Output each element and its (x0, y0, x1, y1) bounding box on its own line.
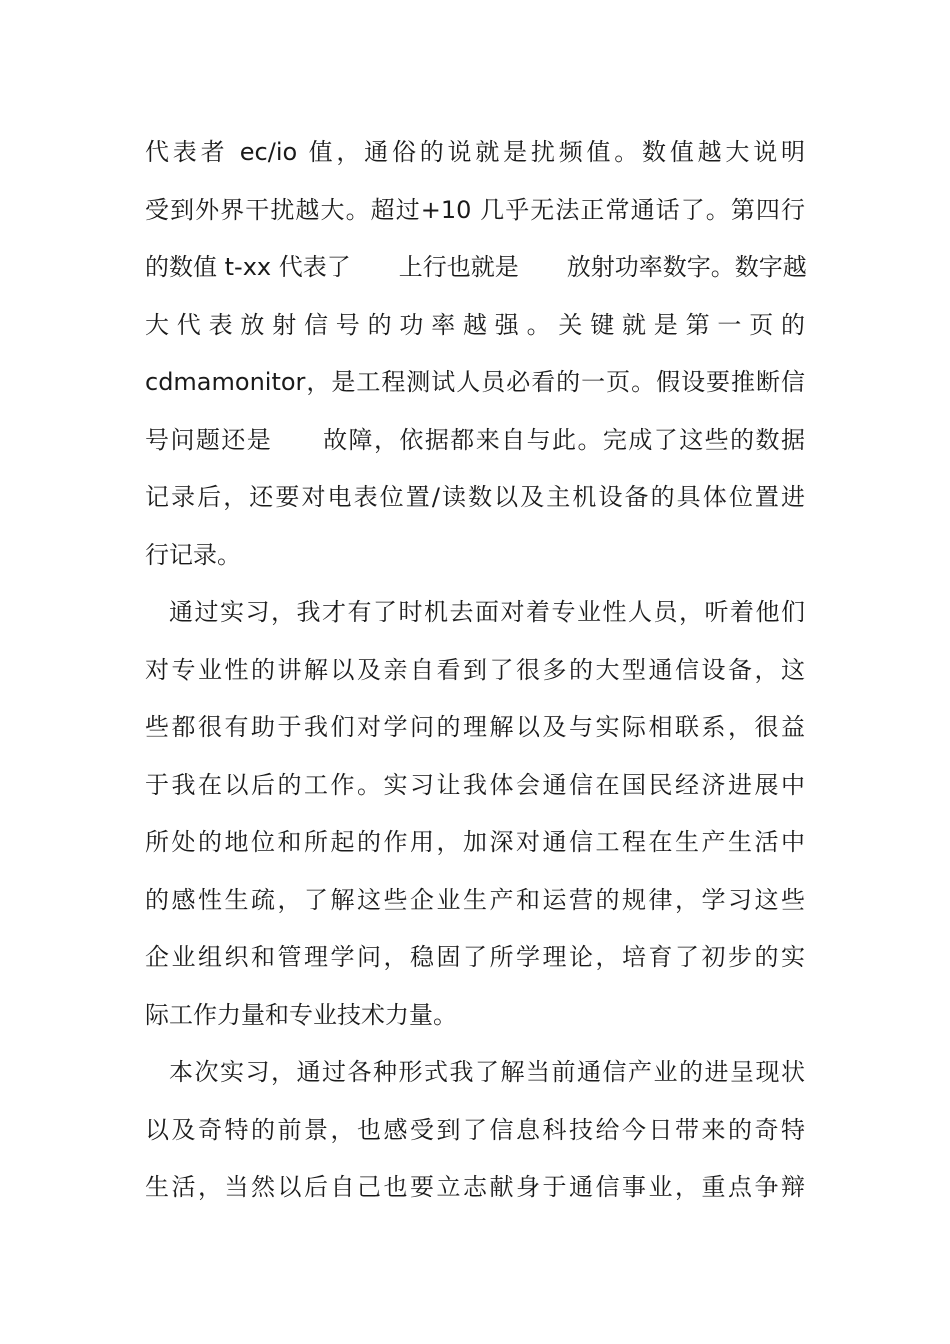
text-line: 号问题还是 故障，依据都来自与此。完成了这些的数据 (145, 425, 805, 454)
text-line: 记录后，还要对电表位置/读数以及主机设备的具体位置进 (145, 483, 805, 511)
text-line: 受到外界干扰越大。超过+10 几乎无法正常通话了。第四行 (145, 195, 805, 224)
text-line: 所处的地位和所起的作用，加深对通信工程在生产生活中 (145, 828, 805, 856)
text-line: 的感性生疏，了解这些企业生产和运营的规律，学习这些 (145, 885, 805, 914)
body-text (145, 124, 805, 1217)
paragraph-first-line: 本次实习，通过各种形式我了解当前通信产业的进呈现状 (169, 1058, 805, 1086)
text-line: 大代表放射信号的功率越强。关键就是第一页的 (145, 310, 805, 339)
text-line: 企业组织和管理学问，稳固了所学理论，培育了初步的实 (145, 943, 805, 971)
paragraph-first-line: 通过实习，我才有了时机去面对着专业性人员，听着他们 (169, 598, 805, 626)
text-line: 际工作力量和专业技术力量。 (145, 1000, 457, 1029)
text-line: cdmamonitor，是工程测试人员必看的一页。假设要推断信 (145, 368, 805, 396)
text-line: 生活，当然以后自己也要立志献身于通信事业，重点争辩 (145, 1173, 805, 1201)
text-line: 些都很有助于我们对学问的理解以及与实际相联系，很益 (145, 713, 805, 741)
text-line: 代表者 ec/io 值，通俗的说就是扰频值。数值越大说明 (145, 138, 805, 166)
text-line: 行记录。 (145, 540, 241, 569)
text-line: 于我在以后的工作。实习让我体会通信在国民经济进展中 (145, 770, 805, 799)
text-line: 以及奇特的前景，也感受到了信息科技给今日带来的奇特 (145, 1115, 805, 1144)
text-line: 对专业性的讲解以及亲自看到了很多的大型通信设备，这 (145, 655, 805, 684)
text-line: 的数值 t-xx 代表了 上行也就是 放射功率数字。数字越 (145, 253, 807, 281)
